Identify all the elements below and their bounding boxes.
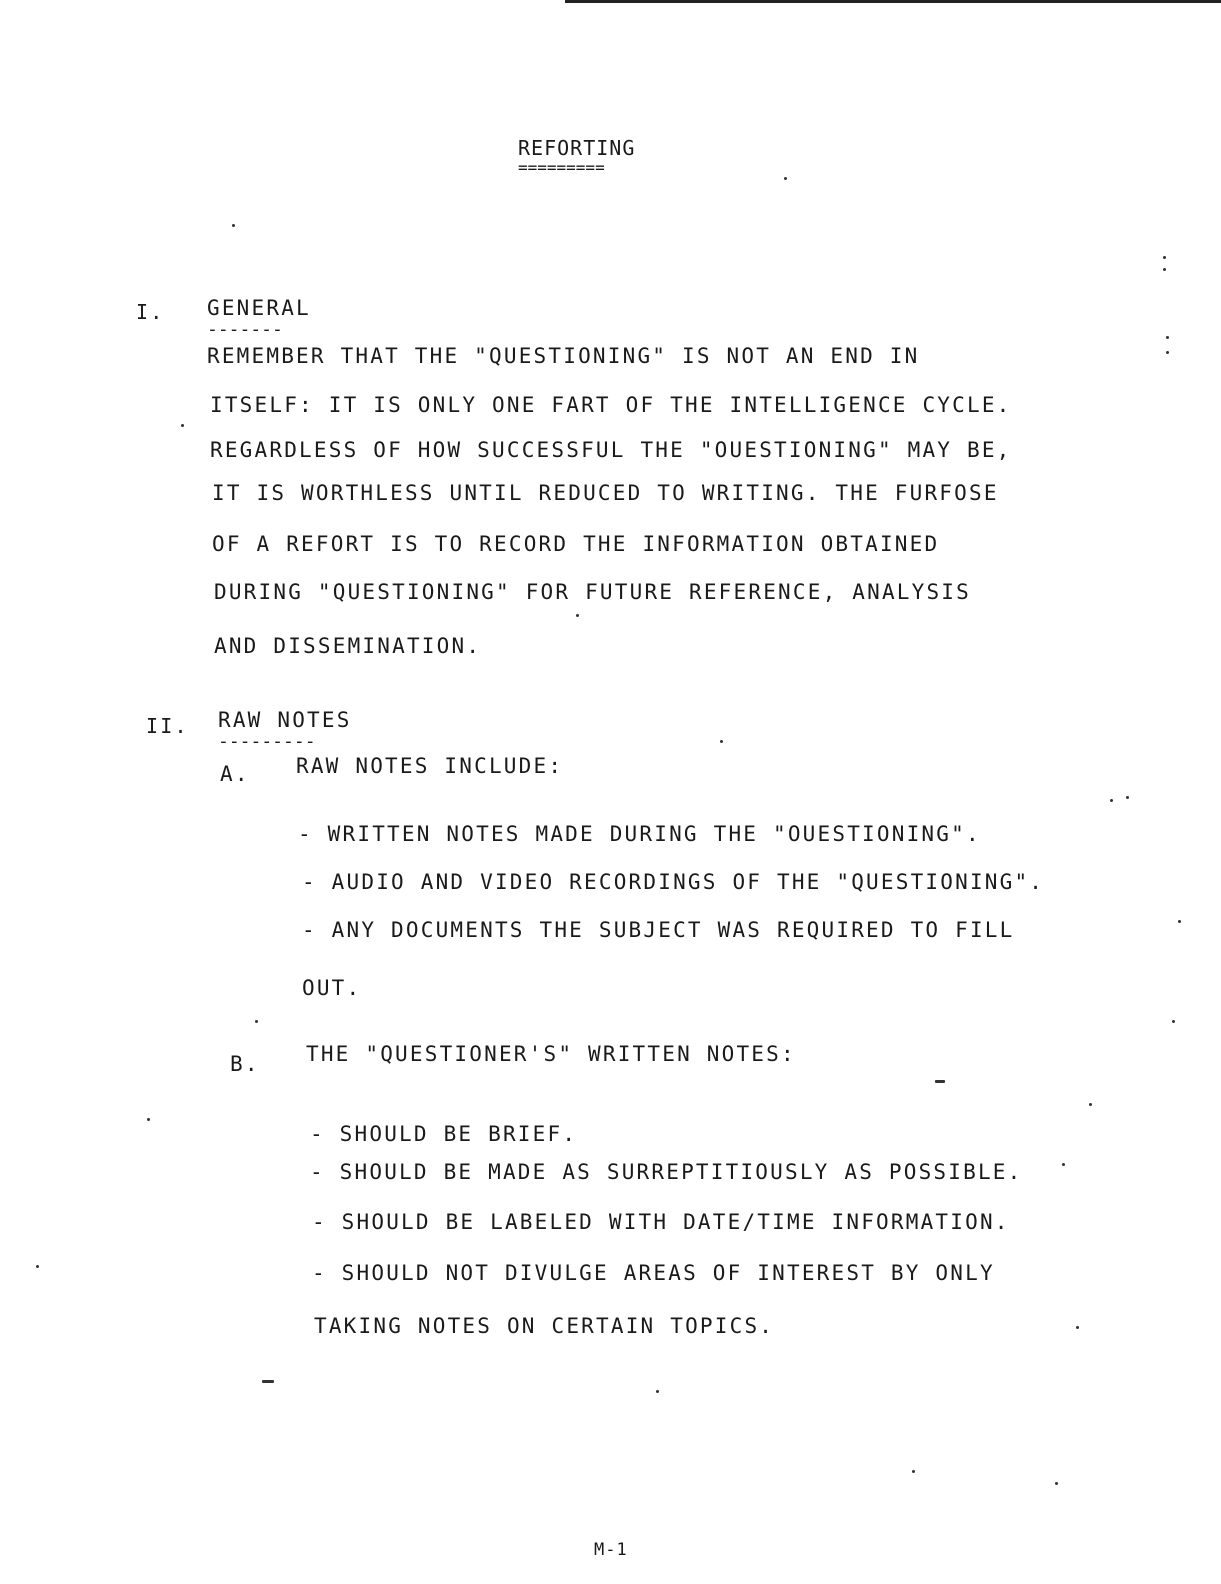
scan-speck: [576, 614, 579, 617]
section-2-heading: RAW NOTES: [218, 708, 352, 732]
scan-speck: [232, 224, 235, 227]
subsection-b-item: TAKING NOTES ON CERTAIN TOPICS.: [314, 1314, 775, 1338]
scan-speck: [1172, 1020, 1175, 1023]
section-2-heading-underline: ---------: [218, 731, 316, 752]
section-1-heading-underline: -------: [207, 319, 283, 340]
section-1-line: AND DISSEMINATION.: [214, 634, 482, 658]
scan-speck: [1110, 799, 1113, 802]
subsection-a-item: - WRITTEN NOTES MADE DURING THE "OUESTIONING".: [298, 822, 981, 846]
scan-speck: [656, 1390, 659, 1393]
top-edge-rule: [565, 0, 1221, 3]
scan-speck: [1166, 351, 1169, 354]
scan-speck: [1062, 1163, 1065, 1166]
subsection-a-letter: A.: [220, 762, 250, 786]
subsection-a-item: OUT.: [302, 976, 362, 1000]
subsection-b-letter: B.: [230, 1052, 260, 1076]
scan-speck: [181, 424, 184, 427]
scan-speck: [1089, 1103, 1092, 1106]
section-1-line: REGARDLESS OF HOW SUCCESSFUL THE "OUESTIONING" MAY BE,: [210, 438, 1012, 462]
page-number: M-1: [594, 1540, 628, 1560]
scan-speck: [255, 1020, 258, 1023]
section-1-line: REMEMBER THAT THE "QUESTIONING" IS NOT AN END IN: [207, 344, 920, 368]
scan-speck: [1076, 1326, 1079, 1329]
section-1-line: ITSELF: IT IS ONLY ONE FART OF THE INTELLIGENCE CYCLE.: [210, 393, 1012, 417]
section-1-line: DURING "QUESTIONING" FOR FUTURE REFERENCE, ANALYSIS: [214, 580, 971, 604]
subsection-a-item: - AUDIO AND VIDEO RECORDINGS OF THE "QUESTIONING".: [302, 870, 1045, 894]
section-2-number: II.: [146, 714, 189, 738]
subsection-b-heading: THE "QUESTIONER'S" WRITTEN NOTES:: [306, 1042, 796, 1066]
section-1-line: IT IS WORTHLESS UNTIL REDUCED TO WRITING. THE FURFOSE: [212, 481, 999, 505]
scan-speck: [1178, 920, 1181, 923]
scan-speck: [36, 1265, 39, 1268]
subsection-b-item: - SHOULD BE BRIEF.: [310, 1122, 578, 1146]
subsection-b-item: - SHOULD BE LABELED WITH DATE/TIME INFORMATION.: [312, 1210, 1010, 1234]
subsection-a-item: - ANY DOCUMENTS THE SUBJECT WAS REQUIRED TO FILL: [302, 918, 1015, 942]
scan-speck: [1166, 336, 1169, 339]
scan-speck: [262, 1380, 274, 1383]
scan-speck: [147, 1118, 150, 1121]
scan-speck: [1126, 796, 1129, 799]
subsection-b-item: - SHOULD BE MADE AS SURREPTITIOUSLY AS POSSIBLE.: [310, 1160, 1023, 1184]
page-title-underline: =========: [518, 158, 605, 177]
scan-speck: [935, 1080, 945, 1083]
scan-speck: [784, 177, 787, 180]
scan-speck: [1055, 1482, 1058, 1485]
subsection-a-heading: RAW NOTES INCLUDE:: [296, 754, 564, 778]
section-1-line: OF A REFORT IS TO RECORD THE INFORMATION OBTAINED: [212, 532, 940, 556]
scan-speck: [1163, 268, 1166, 271]
section-1-number: I.: [136, 300, 165, 324]
scan-speck: [1163, 256, 1166, 259]
scan-speck: [912, 1470, 915, 1473]
subsection-b-item: - SHOULD NOT DIVULGE AREAS OF INTEREST BY ONLY: [312, 1261, 995, 1285]
section-1-heading: GENERAL: [207, 296, 311, 320]
scan-speck: [720, 740, 723, 743]
page-title: REFORTING: [518, 136, 636, 160]
